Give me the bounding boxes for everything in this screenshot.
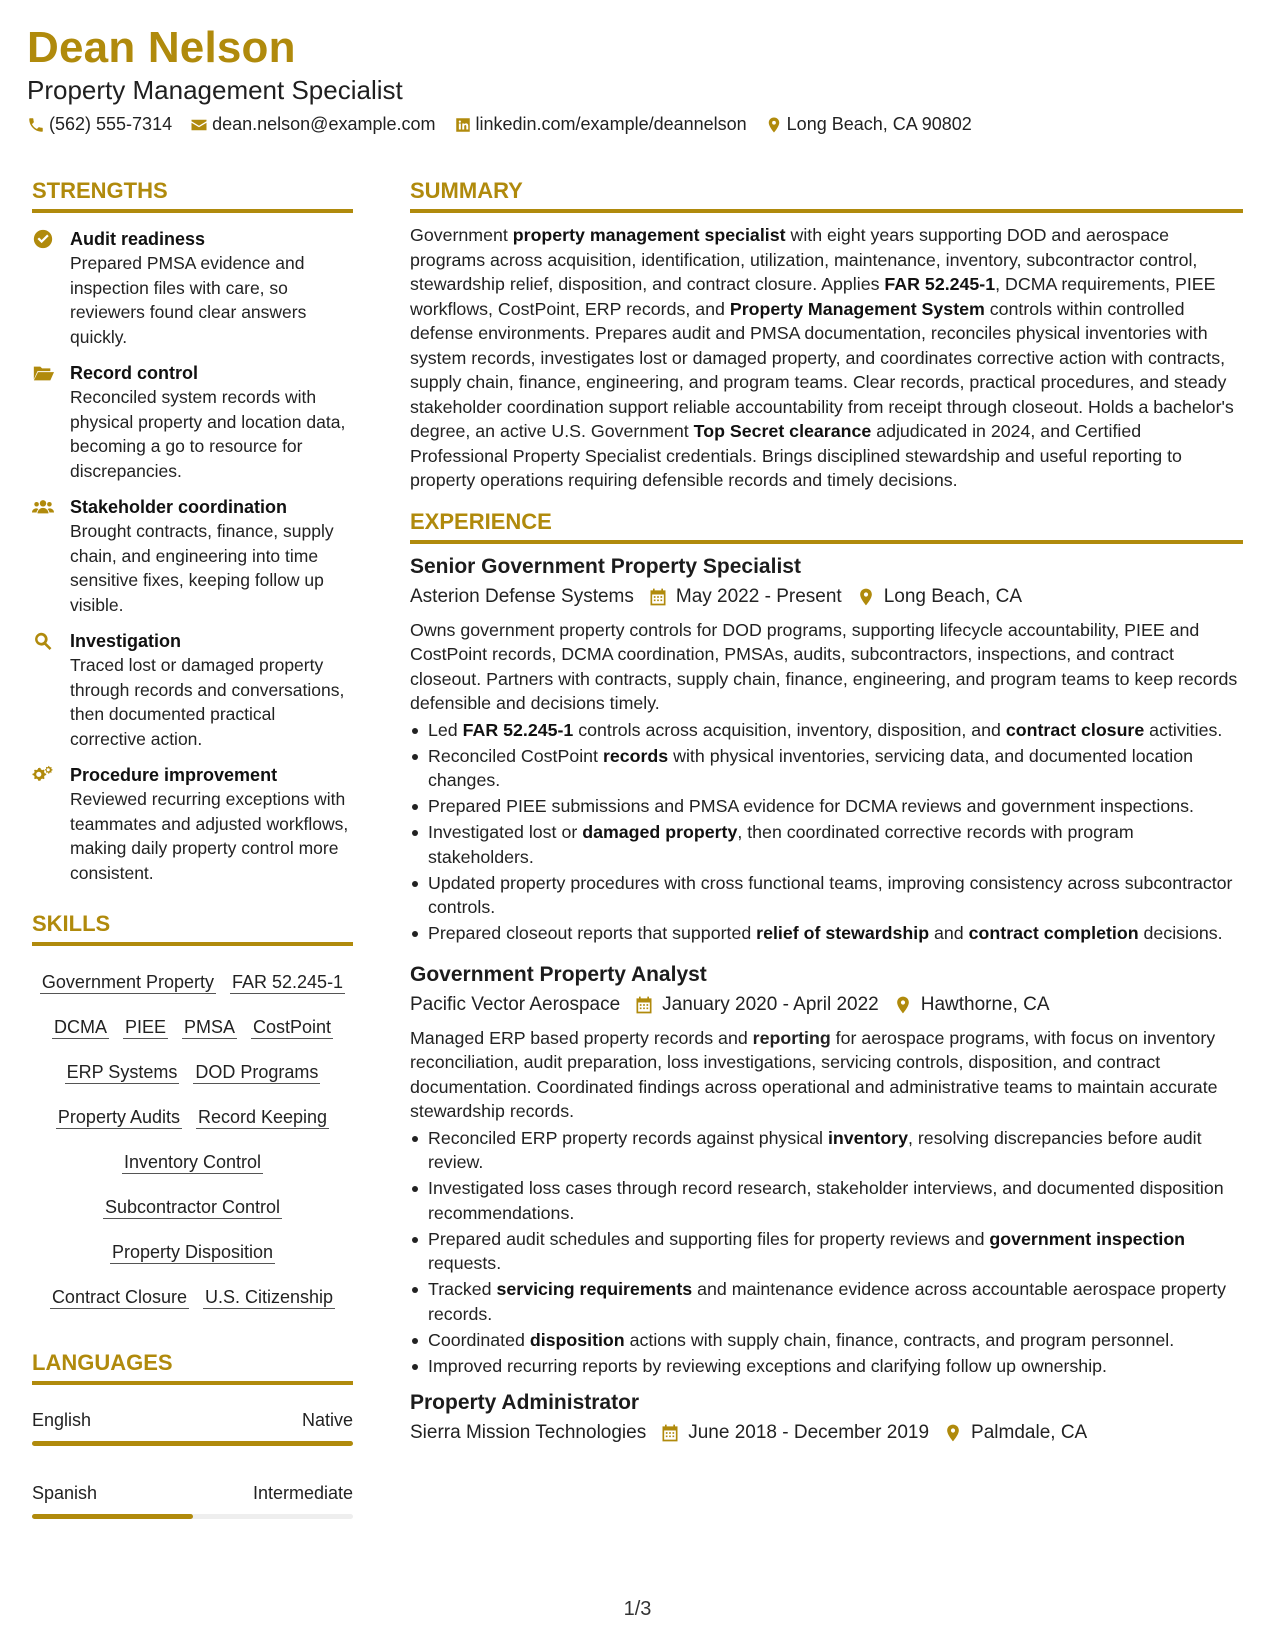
page-number: 1/3 bbox=[623, 1598, 652, 1620]
text-run: Prepared audit schedules and supporting files for property reviews and bbox=[428, 1228, 990, 1249]
text-run: Investigated lost or bbox=[428, 822, 583, 842]
emphasis-text: damaged property bbox=[582, 822, 738, 842]
language-proficiency-bar bbox=[32, 1441, 353, 1446]
contact-location bbox=[765, 114, 972, 135]
resume-header bbox=[27, 22, 1247, 135]
text-run: requests. bbox=[428, 1253, 502, 1273]
job-meta bbox=[410, 1418, 1243, 1448]
skill-tag: CostPoint bbox=[253, 1017, 332, 1037]
strength-name: Record control bbox=[70, 363, 199, 383]
strength-item bbox=[32, 361, 353, 483]
job-bullet bbox=[410, 1277, 1243, 1326]
job-entry bbox=[410, 552, 1243, 946]
job-bullet bbox=[410, 820, 1243, 869]
contact-linkedin[interactable] bbox=[454, 114, 747, 135]
job-description: Owns government property controls for DOD programs, supporting lifecycle accountability, PIEE and CostPoint records, DCMA coordination, PMSAs, audits, subcontractors, inspections, and contract closeout. Partners with contracts, supply chain, finance, engineering, and program teams to keep records defensible and decisions timely. bbox=[410, 619, 1238, 713]
text-run: Improved recurring reports by reviewing exceptions and clarifying follow up ownership. bbox=[428, 1355, 1107, 1376]
job-bullet bbox=[410, 718, 1243, 743]
contact-linkedin-text: linkedin.com/example/deannelson bbox=[475, 114, 747, 134]
strength-name: Procedure improvement bbox=[70, 765, 278, 785]
text-run: decisions. bbox=[1138, 923, 1223, 943]
calendar-icon bbox=[660, 1423, 680, 1443]
skills-heading: SKILLS bbox=[32, 909, 353, 946]
job-meta bbox=[410, 582, 1243, 612]
text-run: Investigated loss cases through record research, stakeholder interviews, and documented disposition recommendations. bbox=[428, 1178, 1224, 1223]
text-run: controls within controlled defense environments. Prepares audit and PMSA documentation, reconciles physical inventories with system records, investigates lost or damaged property, and coordinates corrective action with contracts, supply chain, finance, engineering, and program teams. Clear records, practical procedures, and steady stakeholder coordination support reliable accountability from receipt through closeout. Holds a bachelor's degree, an active U.S. Government bbox=[410, 298, 1234, 441]
location-pin-icon bbox=[765, 116, 783, 134]
text-run: actions with supply chain, finance, contracts, and program personnel. bbox=[624, 1329, 1175, 1350]
job-bullet bbox=[410, 744, 1243, 793]
job-dates: May 2022 - Present bbox=[675, 585, 842, 607]
text-run: for aerospace programs, with focus on inventory reconciliation, audit preparation, loss investigations, servicing controls, disposition, and contract documentation. Coordinated findings across operational and administrative teams to maintain accurate stewardship records. bbox=[410, 1027, 1218, 1121]
skill-tag: Property Disposition bbox=[111, 1242, 274, 1262]
skill-tag: PMSA bbox=[183, 1017, 235, 1037]
emphasis-text: Top Secret clearance bbox=[693, 421, 872, 441]
job-title: Senior Government Property Specialist bbox=[410, 554, 801, 578]
language-proficiency-fill bbox=[32, 1441, 353, 1446]
emphasis-text: reporting bbox=[752, 1027, 831, 1048]
text-run: activities. bbox=[1144, 719, 1223, 740]
emphasis-text: FAR 52.245-1 bbox=[462, 719, 574, 740]
text-run: Reconciled CostPoint bbox=[428, 745, 603, 766]
language-level: Intermediate bbox=[252, 1483, 353, 1503]
language-name: Spanish bbox=[32, 1483, 98, 1503]
strengths-heading: STRENGTHS bbox=[32, 176, 353, 213]
job-bullet bbox=[410, 871, 1243, 920]
text-run: , DCMA requirements, PIEE workflows, CostPoint, ERP records, and bbox=[410, 274, 1216, 319]
job-description bbox=[410, 1026, 1243, 1124]
skill-tag: ERP Systems bbox=[66, 1062, 178, 1082]
text-run: Prepared PIEE submissions and PMSA evidence for DCMA reviews and government inspections. bbox=[428, 796, 1194, 816]
language-proficiency-fill bbox=[32, 1514, 193, 1519]
text-run: Coordinated bbox=[428, 1329, 530, 1350]
calendar-icon bbox=[648, 587, 668, 607]
job-bullet bbox=[410, 1176, 1243, 1225]
contact-email[interactable] bbox=[190, 114, 435, 135]
job-bullets bbox=[410, 1126, 1243, 1379]
strength-desc: Traced lost or damaged property through records and conversations, then documented practical corrective action. bbox=[70, 655, 345, 749]
emphasis-text: relief of stewardship bbox=[756, 923, 930, 943]
language-row bbox=[32, 1409, 353, 1431]
folder-open-icon bbox=[32, 362, 54, 384]
emphasis-text: Property Management System bbox=[729, 298, 985, 319]
strength-item bbox=[32, 495, 353, 617]
languages-heading: LANGUAGES bbox=[32, 1348, 353, 1385]
skill-tag: DOD Programs bbox=[195, 1062, 319, 1082]
text-run: Tracked bbox=[428, 1279, 497, 1299]
job-dates: January 2020 - April 2022 bbox=[662, 993, 879, 1015]
text-run: Prepared closeout reports that supported bbox=[428, 923, 757, 943]
text-run: Government bbox=[410, 225, 513, 245]
job-bullet bbox=[410, 1227, 1243, 1276]
job-dates: June 2018 - December 2019 bbox=[688, 1422, 930, 1443]
strength-desc: Prepared PMSA evidence and inspection files with care, so reviewers found clear answers quickly. bbox=[70, 253, 307, 347]
job-company: Pacific Vector Aerospace bbox=[410, 993, 621, 1015]
language-proficiency-bar bbox=[32, 1514, 353, 1519]
strength-desc: Reviewed recurring exceptions with teammates and adjusted workflows, making daily property control more consistent. bbox=[70, 789, 349, 883]
strength-item bbox=[32, 227, 353, 349]
candidate-title: Property Management Specialist bbox=[27, 75, 403, 105]
summary-heading: SUMMARY bbox=[410, 176, 1243, 213]
emphasis-text: property management specialist bbox=[512, 225, 786, 245]
skill-tag: FAR 52.245-1 bbox=[232, 972, 344, 992]
magnifier-icon bbox=[32, 630, 54, 652]
job-company: Sierra Mission Technologies bbox=[410, 1422, 647, 1443]
text-run: with physical inventories, servicing data, and documented location changes. bbox=[428, 745, 1194, 790]
text-run: adjudicated in 2024, and Certified Professional Property Specialist credentials. Brings disciplined stewardship and useful reporting to property operations requiring defensible records and timely decisions. bbox=[410, 421, 1182, 490]
emphasis-text: servicing requirements bbox=[496, 1279, 693, 1299]
experience-heading: EXPERIENCE bbox=[410, 507, 1243, 544]
skill-tag: Inventory Control bbox=[123, 1152, 262, 1172]
job-location: Long Beach, CA bbox=[883, 585, 1023, 607]
job-location: Hawthorne, CA bbox=[920, 993, 1050, 1015]
job-bullet bbox=[410, 921, 1243, 946]
emphasis-text: contract closure bbox=[1005, 719, 1145, 740]
text-run: , resolving discrepancies before audit review. bbox=[428, 1127, 1202, 1172]
emphasis-text: government inspection bbox=[989, 1228, 1186, 1249]
job-entry bbox=[410, 1388, 1243, 1448]
text-run: Led bbox=[428, 719, 463, 740]
job-title: Government Property Analyst bbox=[410, 962, 707, 986]
job-bullet bbox=[410, 794, 1243, 819]
text-run: with eight years supporting DOD and aerospace programs across acquisition, identification, utilization, maintenance, inventory, subcontractor control, stewardship relief, disposition, and contract closure. Applies bbox=[410, 225, 1198, 294]
job-title: Property Administrator bbox=[410, 1391, 640, 1414]
gears-icon bbox=[32, 764, 54, 786]
job-entry bbox=[410, 960, 1243, 1379]
strength-item bbox=[32, 629, 353, 751]
job-location: Palmdale, CA bbox=[971, 1422, 1088, 1443]
text-run: and bbox=[929, 923, 969, 943]
skill-tag: Property Audits bbox=[57, 1107, 180, 1127]
check-circle-icon bbox=[32, 228, 54, 250]
calendar-icon bbox=[634, 995, 654, 1015]
linkedin-icon bbox=[454, 116, 472, 134]
skill-tag: DCMA bbox=[53, 1017, 107, 1037]
left-column bbox=[32, 176, 353, 1555]
skill-tag: PIEE bbox=[124, 1017, 166, 1037]
job-bullets bbox=[410, 718, 1243, 946]
text-run: and maintenance evidence across accountable aerospace property records. bbox=[428, 1279, 1226, 1324]
location-pin-icon bbox=[943, 1423, 963, 1443]
contact-location-text: Long Beach, CA 90802 bbox=[786, 114, 972, 134]
job-meta bbox=[410, 990, 1243, 1020]
language-name: English bbox=[32, 1410, 92, 1430]
skill-tag: Contract Closure bbox=[51, 1287, 187, 1307]
skill-tag: Government Property bbox=[41, 972, 214, 992]
emphasis-text: records bbox=[602, 745, 669, 766]
strength-desc: Brought contracts, finance, supply chain, and engineering into time sensitive fixes, keeping follow up visible. bbox=[70, 521, 334, 615]
skill-tag: Record Keeping bbox=[197, 1107, 328, 1127]
emphasis-text: contract completion bbox=[968, 923, 1139, 943]
language-level: Native bbox=[301, 1410, 353, 1430]
text-run: controls across acquisition, inventory, disposition, and bbox=[573, 719, 1006, 740]
strength-name: Stakeholder coordination bbox=[70, 497, 288, 517]
emphasis-text: FAR 52.245-1 bbox=[884, 274, 996, 294]
skill-tag: Subcontractor Control bbox=[104, 1197, 281, 1217]
contact-bar bbox=[27, 114, 1247, 135]
job-bullet bbox=[410, 1328, 1243, 1353]
contact-email-text: dean.nelson@example.com bbox=[212, 114, 436, 134]
text-run: Reconciled ERP property records against physical bbox=[428, 1127, 828, 1148]
location-pin-icon bbox=[856, 587, 876, 607]
contact-phone[interactable] bbox=[27, 114, 172, 135]
strength-item bbox=[32, 763, 353, 885]
emphasis-text: disposition bbox=[529, 1329, 625, 1350]
strength-name: Investigation bbox=[70, 631, 182, 651]
languages-list bbox=[32, 1409, 353, 1519]
job-company: Asterion Defense Systems bbox=[410, 585, 634, 607]
strength-desc: Reconciled system records with physical property and location data, becoming a go to resource for discrepancies. bbox=[70, 387, 346, 481]
right-column bbox=[410, 176, 1243, 1448]
skill-tag: U.S. Citizenship bbox=[205, 1287, 334, 1307]
language-row bbox=[32, 1482, 353, 1504]
users-icon bbox=[32, 496, 54, 518]
phone-icon bbox=[27, 116, 45, 134]
envelope-icon bbox=[190, 116, 208, 134]
candidate-name: Dean Nelson bbox=[27, 23, 296, 72]
text-run: , then coordinated corrective records with program stakeholders. bbox=[428, 822, 1134, 867]
text-run: Managed ERP based property records and bbox=[410, 1027, 753, 1048]
skills-list bbox=[32, 960, 353, 1320]
location-pin-icon bbox=[893, 995, 913, 1015]
strength-name: Audit readiness bbox=[70, 229, 206, 249]
job-bullet bbox=[410, 1354, 1243, 1379]
summary-text bbox=[410, 223, 1243, 493]
emphasis-text: inventory bbox=[827, 1127, 908, 1148]
job-bullet bbox=[410, 1126, 1243, 1175]
contact-phone-text: (562) 555-7314 bbox=[49, 114, 173, 134]
text-run: Updated property procedures with cross functional teams, improving consistency across subcontractor controls. bbox=[428, 872, 1233, 917]
